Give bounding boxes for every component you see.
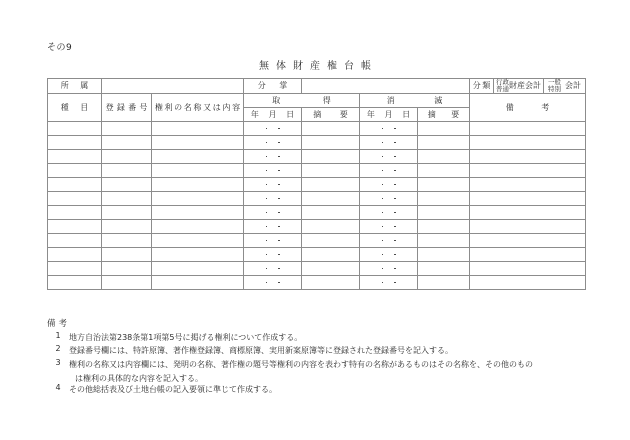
cell-acq-summary[interactable]	[302, 164, 360, 178]
cell-acq-date[interactable]	[244, 248, 302, 262]
label-char: 要	[451, 109, 460, 119]
cell-right-name[interactable]	[152, 164, 244, 178]
cell-right-name[interactable]	[152, 122, 244, 136]
cell-acq-summary[interactable]	[302, 234, 360, 248]
cell-registration-number[interactable]	[102, 262, 152, 276]
label-char: 番	[128, 102, 137, 112]
cell-category[interactable]	[48, 150, 102, 164]
label-char: 類	[482, 81, 491, 91]
cell-ext-summary[interactable]	[418, 192, 470, 206]
cell-right-name[interactable]	[152, 136, 244, 150]
cell-right-name[interactable]	[152, 220, 244, 234]
label-char: 要	[339, 109, 348, 119]
date-separator-dot	[382, 212, 384, 214]
date-separator-dot	[278, 240, 280, 242]
label-char: 消	[386, 95, 395, 105]
cell-acq-date[interactable]	[244, 178, 302, 192]
date-separator-group	[360, 136, 417, 149]
date-separator-group	[360, 234, 417, 247]
note-number: 4	[55, 383, 61, 393]
date-separator-dot	[394, 282, 396, 284]
cell-ext-date[interactable]	[360, 248, 418, 262]
cell-remarks[interactable]	[470, 136, 586, 150]
date-separator-group	[360, 150, 417, 163]
cell-remarks[interactable]	[470, 206, 586, 220]
cell-acq-date[interactable]	[244, 164, 302, 178]
cell-registration-number[interactable]	[102, 276, 152, 290]
cell-ext-summary[interactable]	[418, 122, 470, 136]
general-label: 一般	[548, 78, 562, 86]
table-row	[48, 192, 586, 206]
date-separator-dot	[278, 226, 280, 228]
date-separator-group	[360, 122, 417, 135]
cell-registration-number[interactable]	[102, 192, 152, 206]
notes-list	[47, 332, 607, 396]
cell-ext-summary[interactable]	[418, 206, 470, 220]
label-char: 又	[203, 102, 212, 112]
note-text: 権利の名称又は内容欄には、発明の名称、著作権の題号等権利の内容を表わす特有の名称があるものはその名称を、その他のもの	[69, 360, 533, 370]
date-separator-group	[360, 248, 417, 261]
date-separator-dot	[382, 128, 384, 130]
date-separator-group	[360, 276, 417, 289]
cell-category[interactable]	[48, 220, 102, 234]
note-number: 1	[55, 330, 61, 340]
extinction-label	[360, 96, 469, 105]
cell-right-name[interactable]	[152, 206, 244, 220]
date-separator-dot	[278, 184, 280, 186]
cell-division-label	[244, 79, 302, 94]
date-separator-dot	[394, 198, 396, 200]
cell-ext-summary[interactable]	[418, 150, 470, 164]
cell-right-name[interactable]	[152, 276, 244, 290]
acq-date-label	[244, 110, 301, 119]
date-separator-group	[360, 192, 417, 205]
date-separator-dot	[266, 198, 268, 200]
date-separator-group	[360, 262, 417, 275]
date-separator-dot	[278, 212, 280, 214]
date-separator-dot	[266, 226, 268, 228]
date-separator-dot	[278, 268, 280, 270]
cell-remarks[interactable]	[470, 276, 586, 290]
cell-acq-summary[interactable]	[302, 150, 360, 164]
cell-category[interactable]	[48, 136, 102, 150]
cell-acq-summary[interactable]	[302, 136, 360, 150]
cell-right-name[interactable]	[152, 262, 244, 276]
category-label	[48, 103, 101, 112]
date-separator-group	[244, 122, 301, 135]
date-separator-dot	[394, 226, 396, 228]
table-row	[48, 248, 586, 262]
general-special-group	[544, 79, 585, 93]
date-separator-group	[244, 276, 301, 289]
note-item	[47, 345, 607, 356]
registration-number-label	[102, 103, 151, 112]
date-separator-dot	[266, 282, 268, 284]
cell-acq-date[interactable]	[244, 262, 302, 276]
label-char: は	[212, 102, 221, 112]
property-label: 財産	[509, 81, 526, 91]
cell-remarks[interactable]	[470, 192, 586, 206]
cell-ext-summary[interactable]	[418, 276, 470, 290]
classification-label	[470, 81, 493, 90]
cell-ext-date[interactable]	[360, 136, 418, 150]
date-separator-group	[244, 164, 301, 177]
date-separator-dot	[382, 240, 384, 242]
label-char: 録	[116, 102, 125, 112]
label-char: 考	[541, 102, 550, 112]
label-char: 年	[250, 109, 259, 119]
cell-acq-date[interactable]	[244, 220, 302, 234]
note-text-continued: は権利の具体的な内容を記入する。	[75, 374, 203, 384]
label-char: 名	[183, 102, 192, 112]
cell-ext-date[interactable]	[360, 206, 418, 220]
ext-date-label	[360, 110, 417, 119]
date-separator-dot	[278, 254, 280, 256]
date-separator-group	[360, 220, 417, 233]
note-text: その他総括表及び土地台帳の記入要領に準じて作成する。	[69, 385, 277, 395]
note-item	[47, 359, 607, 370]
header-row-columns	[48, 94, 586, 108]
date-separator-dot	[278, 142, 280, 144]
label-char: 摘	[427, 109, 436, 119]
date-separator-dot	[266, 240, 268, 242]
date-separator-group	[244, 234, 301, 247]
cell-acq-date[interactable]	[244, 122, 302, 136]
note-item	[47, 384, 607, 395]
label-char: の	[174, 102, 183, 112]
cell-registration-number[interactable]	[102, 150, 152, 164]
col-header-ext-summary	[418, 108, 470, 122]
cell-acq-summary[interactable]	[302, 122, 360, 136]
table-row	[48, 276, 586, 290]
cell-remarks[interactable]	[470, 220, 586, 234]
date-separator-group	[244, 178, 301, 191]
cell-ext-summary[interactable]	[418, 262, 470, 276]
date-separator-dot	[266, 254, 268, 256]
label-char: 称	[193, 102, 202, 112]
label-char: 分	[472, 81, 481, 91]
division-label	[244, 81, 301, 90]
table-row	[48, 178, 586, 192]
cell-acq-summary[interactable]	[302, 262, 360, 276]
label-char: 利	[164, 102, 173, 112]
cell-remarks[interactable]	[470, 262, 586, 276]
label-char: 月	[384, 109, 393, 119]
acquisition-label	[244, 96, 359, 105]
cell-right-name[interactable]	[152, 248, 244, 262]
label-char: 内	[222, 102, 231, 112]
cell-general-special-account[interactable]	[544, 79, 586, 94]
cell-acq-date[interactable]	[244, 192, 302, 206]
label-char: 得	[322, 95, 331, 105]
date-separator-dot	[266, 170, 268, 172]
cell-acq-date[interactable]	[244, 276, 302, 290]
date-separator-dot	[278, 282, 280, 284]
date-separator-dot	[266, 156, 268, 158]
cell-registration-number[interactable]	[102, 248, 152, 262]
cell-remarks[interactable]	[470, 248, 586, 262]
label-char: 権	[154, 102, 163, 112]
cell-category[interactable]	[48, 234, 102, 248]
cell-remarks[interactable]	[470, 164, 586, 178]
label-char: 掌	[279, 81, 288, 91]
cell-affiliation-value[interactable]	[102, 79, 244, 94]
admin-ordinary-stack	[496, 79, 509, 93]
table-row	[48, 136, 586, 150]
date-separator-dot	[394, 254, 396, 256]
date-separator-group	[244, 248, 301, 261]
date-separator-dot	[382, 156, 384, 158]
label-char: 月	[268, 109, 277, 119]
cell-ext-summary[interactable]	[418, 178, 470, 192]
admin-ordinary-group	[494, 79, 543, 93]
date-separator-group	[360, 206, 417, 219]
date-separator-group	[244, 150, 301, 163]
cell-acq-date[interactable]	[244, 150, 302, 164]
table-row	[48, 150, 586, 164]
col-header-acq-summary	[302, 108, 360, 122]
date-separator-dot	[266, 128, 268, 130]
label-char: 属	[80, 81, 89, 91]
cell-acq-summary[interactable]	[302, 276, 360, 290]
cell-right-name[interactable]	[152, 192, 244, 206]
remarks-label	[470, 103, 585, 112]
cell-affiliation-label	[48, 79, 102, 94]
col-header-registration-number	[102, 94, 152, 122]
label-char: 摘	[313, 109, 322, 119]
admin-label: 行政	[496, 78, 510, 86]
cell-right-name[interactable]	[152, 178, 244, 192]
cell-remarks[interactable]	[470, 178, 586, 192]
label-char: 種	[60, 102, 69, 112]
cell-admin-ordinary-property-account[interactable]	[494, 79, 544, 94]
cell-remarks[interactable]	[470, 234, 586, 248]
cell-registration-number[interactable]	[102, 122, 152, 136]
date-separator-dot	[394, 156, 396, 158]
cell-registration-number[interactable]	[102, 206, 152, 220]
cell-acq-date[interactable]	[244, 234, 302, 248]
cell-category[interactable]	[48, 192, 102, 206]
cell-ext-summary[interactable]	[418, 248, 470, 262]
special-label: 特別	[548, 85, 562, 94]
label-char: 備	[505, 102, 514, 112]
cell-registration-number[interactable]	[102, 164, 152, 178]
date-separator-dot	[382, 268, 384, 270]
table-row	[48, 206, 586, 220]
cell-ext-date[interactable]	[360, 192, 418, 206]
cell-remarks[interactable]	[470, 122, 586, 136]
date-separator-dot	[266, 142, 268, 144]
cell-registration-number[interactable]	[102, 234, 152, 248]
note-text: 地方自治法第238条第1項第5号に掲げる権利について作成する。	[69, 332, 303, 342]
note-number: 2	[55, 344, 61, 354]
date-separator-dot	[394, 212, 396, 214]
cell-right-name[interactable]	[152, 150, 244, 164]
document-title: 無体財産権台帳	[259, 61, 378, 72]
cell-acq-date[interactable]	[244, 206, 302, 220]
cell-ext-date[interactable]	[360, 122, 418, 136]
form-number: その9	[47, 43, 73, 53]
cell-ext-date[interactable]	[360, 234, 418, 248]
ext-summary-label	[418, 110, 469, 119]
col-header-acquisition	[244, 94, 360, 108]
date-separator-dot	[394, 268, 396, 270]
label-char: 号	[139, 102, 148, 112]
note-item	[47, 332, 607, 343]
cell-category[interactable]	[48, 122, 102, 136]
cell-acq-date[interactable]	[244, 136, 302, 150]
notes-heading: 備考	[47, 319, 71, 329]
table-row	[48, 220, 586, 234]
cell-ext-date[interactable]	[360, 220, 418, 234]
date-separator-dot	[382, 184, 384, 186]
date-separator-group	[244, 220, 301, 233]
date-separator-dot	[266, 268, 268, 270]
cell-acq-summary[interactable]	[302, 178, 360, 192]
cell-acq-summary[interactable]	[302, 206, 360, 220]
label-char: 日	[402, 109, 411, 119]
ordinary-label: 普通	[496, 85, 510, 94]
cell-ext-summary[interactable]	[418, 164, 470, 178]
label-char: 容	[232, 102, 241, 112]
col-header-extinction	[360, 94, 470, 108]
cell-category[interactable]	[48, 206, 102, 220]
date-separator-dot	[382, 254, 384, 256]
date-separator-dot	[382, 170, 384, 172]
cell-ext-date[interactable]	[360, 276, 418, 290]
cell-acq-summary[interactable]	[302, 192, 360, 206]
date-separator-dot	[394, 184, 396, 186]
date-separator-dot	[266, 212, 268, 214]
date-separator-group	[244, 262, 301, 275]
cell-category[interactable]	[48, 276, 102, 290]
date-separator-dot	[278, 170, 280, 172]
date-separator-dot	[382, 142, 384, 144]
account-label: 会計	[525, 81, 542, 91]
col-header-category	[48, 94, 102, 122]
cell-acq-summary[interactable]	[302, 248, 360, 262]
date-separator-dot	[278, 198, 280, 200]
label-char: 取	[272, 95, 281, 105]
label-char: 分	[257, 81, 266, 91]
date-separator-dot	[394, 240, 396, 242]
cell-right-name[interactable]	[152, 234, 244, 248]
cell-category[interactable]	[48, 262, 102, 276]
date-separator-group	[244, 206, 301, 219]
account-label-2: 会計	[565, 81, 582, 91]
cell-ext-date[interactable]	[360, 178, 418, 192]
note-number: 3	[55, 358, 61, 368]
cell-category[interactable]	[48, 248, 102, 262]
table-row	[48, 122, 586, 136]
cell-acq-summary[interactable]	[302, 220, 360, 234]
date-separator-group	[360, 178, 417, 191]
affiliation-label	[48, 81, 101, 90]
col-header-acq-date	[244, 108, 302, 122]
acq-summary-label	[302, 110, 359, 119]
header-row-affiliation	[48, 79, 586, 94]
date-separator-dot	[382, 226, 384, 228]
notes-section	[47, 320, 607, 398]
table-row	[48, 234, 586, 248]
cell-division-value[interactable]	[302, 79, 470, 94]
right-name-label	[152, 103, 243, 112]
date-separator-dot	[266, 184, 268, 186]
cell-ext-date[interactable]	[360, 150, 418, 164]
note-text: 登録番号欄には、特許原簿、著作権登録簿、商標原簿、実用新案原簿等に登録された登録番号を記入する。	[69, 346, 453, 356]
date-separator-dot	[394, 170, 396, 172]
label-char: 目	[80, 102, 89, 112]
cell-classification-label	[470, 79, 494, 94]
cell-category[interactable]	[48, 164, 102, 178]
label-char: 日	[286, 109, 295, 119]
label-char: 所	[60, 81, 69, 91]
label-char: 登	[105, 102, 114, 112]
date-separator-group	[244, 192, 301, 205]
date-separator-dot	[278, 128, 280, 130]
cell-ext-date[interactable]	[360, 164, 418, 178]
general-special-stack	[548, 79, 561, 93]
intangible-property-rights-ledger-table	[47, 78, 586, 290]
cell-registration-number[interactable]	[102, 136, 152, 150]
table-row	[48, 262, 586, 276]
col-header-remarks	[470, 94, 586, 122]
cell-registration-number[interactable]	[102, 220, 152, 234]
cell-registration-number[interactable]	[102, 178, 152, 192]
cell-remarks[interactable]	[470, 150, 586, 164]
date-separator-dot	[278, 156, 280, 158]
date-separator-dot	[394, 128, 396, 130]
date-separator-group	[244, 136, 301, 149]
cell-ext-summary[interactable]	[418, 234, 470, 248]
cell-ext-date[interactable]	[360, 262, 418, 276]
date-separator-group	[360, 164, 417, 177]
col-header-ext-date	[360, 108, 418, 122]
label-char: 滅	[434, 95, 443, 105]
date-separator-dot	[382, 198, 384, 200]
cell-ext-summary[interactable]	[418, 136, 470, 150]
cell-category[interactable]	[48, 178, 102, 192]
date-separator-dot	[394, 142, 396, 144]
cell-ext-summary[interactable]	[418, 220, 470, 234]
date-separator-dot	[382, 282, 384, 284]
col-header-right-name-or-content	[152, 94, 244, 122]
label-char: 年	[366, 109, 375, 119]
table-row	[48, 164, 586, 178]
